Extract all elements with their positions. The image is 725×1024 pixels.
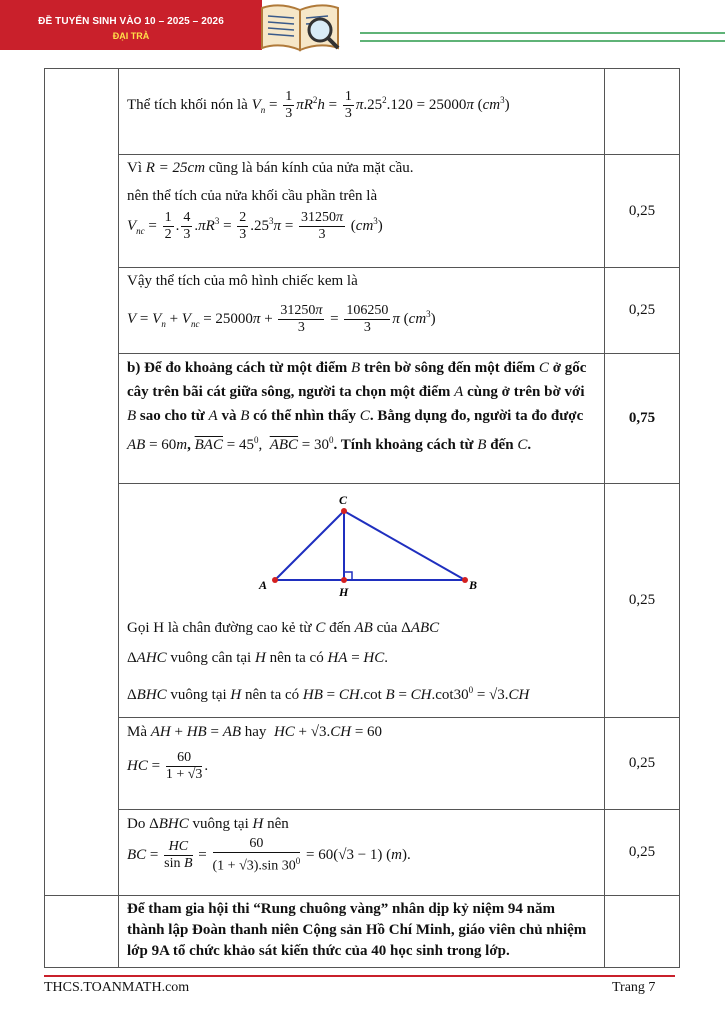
table-row: Thể tích khối nón là $V_n$ = $\frac{1}{3}$ $\pi R^2h$ = $\frac{1}{3}$ $\pi.25^2.120 = 25000\pi$ $(cm^3)$ — [45, 69, 680, 155]
table-row: Vậy thể tích của mô hình chiếc kem là $V = V_n + V_{nc} = 25000\pi$ + $\frac{31250\pi}{3}$ = $\frac{106250}{3}$ π $(cm^3)$ 0,25 — [45, 268, 680, 354]
row1-text: Thể tích khối nón là — [127, 96, 248, 113]
score-cell — [605, 69, 680, 155]
header-decor-lines — [340, 0, 725, 50]
header-banner — [0, 0, 262, 50]
header-title: ĐỀ TUYỂN SINH VÀO 10 – 2025 – 2026 — [38, 16, 224, 27]
score-cell: 0,25 — [605, 268, 680, 354]
book-magnifier-icon — [258, 0, 344, 56]
score-cell: 0,25 — [605, 155, 680, 268]
score-cell — [605, 896, 680, 968]
footer-divider — [44, 975, 675, 977]
label-c: C — [339, 493, 348, 507]
table-row: Vì R = 25cm cũng là bán kính của nửa mặt cầu. nên thể tích của nửa khối cầu phần trên là $V_{nc}$ = $\frac{1}{2}$ . $\frac{4}{3}$ $.\pi R^3$ = $\frac{2}{3}$ $.25^3\pi$ = $\frac{31250\pi}{3}$ $(cm^3)$ 0,25 — [45, 155, 680, 268]
solution-table — [44, 68, 680, 968]
triangle-diagram — [247, 490, 487, 600]
label-h: H — [339, 585, 349, 599]
score-cell: 0,75 — [605, 354, 680, 484]
table-row: b) Để đo khoảng cách từ một điểm B trên bờ sông đến một điểm C ở gốc cây trên bãi cát giữa sông, người ta chọn một điểm A cùng ở trên bờ với B sao cho từ A và B có thể nhìn thấy C. Bằng dụng đo, người ta đo được AB = 60m, $\overline{BAC} = 45^0$, $\overline{ABC} = 30^0$. Tính khoảng cách từ B đến C. 0,75 — [45, 354, 680, 484]
next-problem-text: Để tham gia hội thi “Rung chuông vàng” nhân dịp kỷ niệm 94 năm thành lập Đoàn thanh niên Cộng sản Hồ Chí Minh, giáo viên chủ nhiệm lớp 9A tổ chức khảo sát kiến thức của 40 học sinh trong lớp. — [127, 901, 587, 959]
table-row: Mà AH + HB = AB hay HC + √3.CH = 60 HC = $\frac{60}{1 + √3}$ . 0,25 — [45, 718, 680, 810]
footer-page: Trang 7 — [612, 980, 656, 995]
label-a: A — [259, 578, 268, 592]
footer-site: THCS.TOANMATH.com — [44, 980, 190, 995]
table-row: Do ΔBHC vuông tại H nên BC = $\frac{HC}{\text{sin B}}$ = $\frac{60}{(1 + √3).\sin 30^0}$ = 60(√3 − 1) (m). 0,25 — [45, 810, 680, 896]
table-row: C A B H Gọi H là chân đường cao kẻ từ C đến AB của ΔABC ΔAHC vuông cân tại H nên ta có HA = HC. ΔBHC vuông tại H nên ta có HB = CH.cot $B = CH.\cot 30^0 = √3.CH$ 0,25 — [45, 484, 680, 718]
score-cell: 0,25 — [605, 810, 680, 896]
score-cell: 0,25 — [605, 484, 680, 718]
label-b: B — [469, 578, 478, 592]
table-row — [45, 896, 680, 968]
header-subtitle: ĐẠI TRÀ — [112, 31, 150, 41]
score-cell: 0,25 — [605, 718, 680, 810]
